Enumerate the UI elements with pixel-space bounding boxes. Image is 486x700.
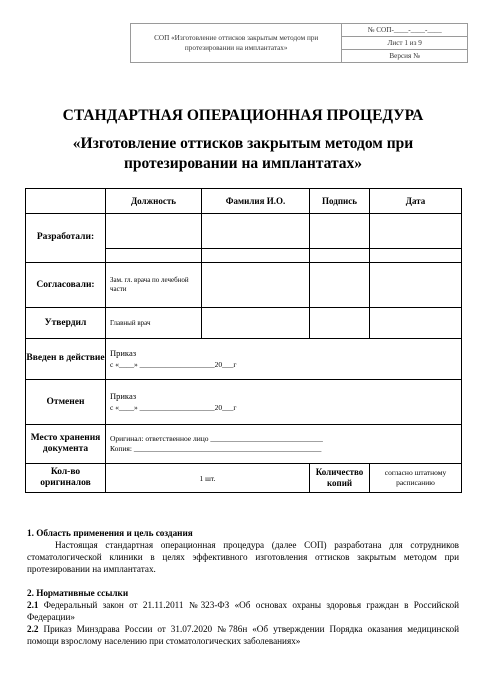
approved-date [370,308,462,339]
header-sop-number: № СОП-____-____-____ [342,24,468,37]
reference-2-1 [27,599,459,623]
approved-name [202,308,310,339]
row-label-cancelled: Отменен [26,380,106,425]
section-1-heading: 1. Область применения и цель создания [27,528,193,538]
copies-value: согласно штатному расписанию [370,464,462,493]
col-header-signature: Подпись [310,189,370,214]
row-label-storage: Место хранения документа [26,425,106,464]
reference-2-2-text: Приказ Минздрава России от 31.07.2020 №786н «Об утверждении Порядка оказания медицинской помощи взрослому населению при стоматологических заболеваниях» [27,624,459,646]
reference-2-1-text: Федеральный закон от 21.11.2011 №323-ФЗ «Об основах охраны здоровья граждан в Российской Федерации» [27,600,459,622]
approved-signature [310,308,370,339]
storage-details [106,425,462,464]
originals-value: 1 шт. [106,464,310,493]
copies-label: Количество копий [310,464,370,493]
enacted-order [106,338,462,379]
agreed-signature [310,262,370,307]
row-label-enacted: Введен в действие [26,338,106,379]
cancelled-order [106,380,462,425]
storage-original: Оригинал: ответственное лицо ______________________________ [110,434,323,444]
header-sheet: Лист 1 из 9 [342,37,468,50]
section-2 [27,587,459,647]
developed-position [106,213,202,262]
col-header-position: Должность [106,189,202,214]
agreed-position: Зам. гл. врача по лечебной части [106,262,202,307]
col-header-date: Дата [370,189,462,214]
approval-table [25,188,462,493]
storage-copy: Копия: __________________________________________________ [110,444,322,454]
header-empty-cell [26,189,106,214]
section-1 [27,527,459,575]
developed-name [202,213,310,262]
enacted-order-word: Приказ [110,347,137,358]
enacted-order-line: с «____» ____________________20___г [110,359,237,369]
document-title: СТАНДАРТНАЯ ОПЕРАЦИОННАЯ ПРОЦЕДУРА [62,107,424,124]
document-header [130,23,468,63]
section-1-text: Настоящая стандартная операционная процедура (далее СОП) разработана для сотрудников стоматологической клиники в целях эффективного изготовления оттисков закрытым методом при протезировании на имплантатах. [27,540,459,574]
section-2-heading: 2. Нормативные ссылки [27,588,129,598]
agreed-date [370,262,462,307]
reference-2-1-number: 2.1 [27,600,39,610]
approved-position: Главный врач [106,308,202,339]
reference-2-2 [27,623,459,647]
row-label-originals: Кол-во оригиналов [26,464,106,493]
document-subtitle: «Изготовление оттисков закрытым методом при протезировании на имплантатах» [72,135,414,172]
row-label-approved: Утвердил [26,308,106,339]
cancelled-order-line: с «____» ____________________20___г [110,403,237,413]
developed-signature [310,213,370,262]
agreed-name [202,262,310,307]
reference-2-2-number: 2.2 [27,624,39,634]
row-label-agreed: Согласовали: [26,262,106,307]
header-version: Версия № [342,50,468,63]
cancelled-order-word: Приказ [110,391,137,402]
col-header-name: Фамилия И.О. [202,189,310,214]
developed-date [370,213,462,262]
row-label-developed: Разработали: [26,213,106,262]
header-title: СОП «Изготовление оттисков закрытым методом при протезировании на имплантатах» [131,24,342,63]
